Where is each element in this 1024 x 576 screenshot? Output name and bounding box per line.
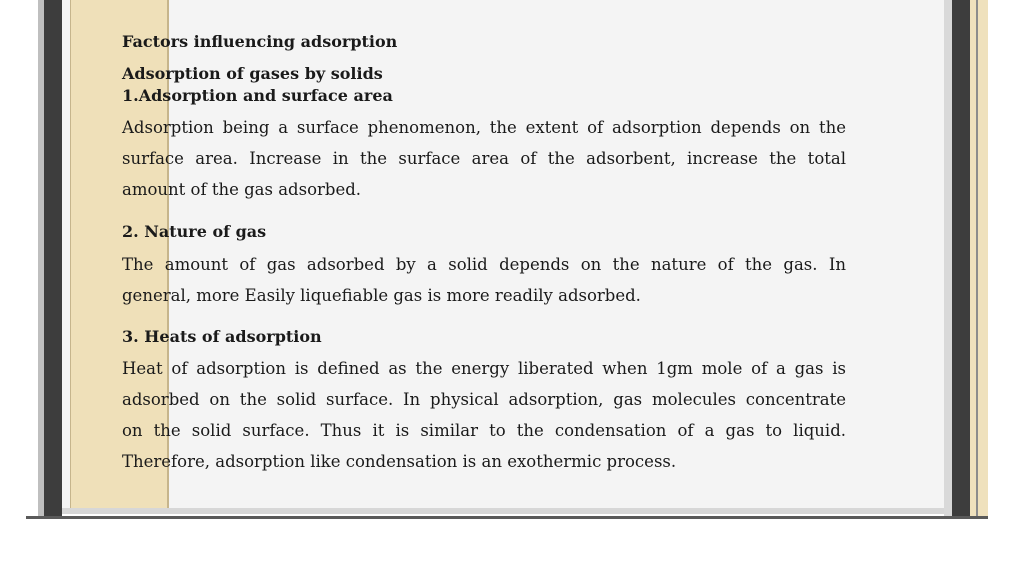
frame-right-edge [944,0,952,518]
bottom-divider [26,516,988,519]
paragraph-line: The amount of gas adsorbed by a solid depends on the nature of the gas. In [122,255,846,274]
adjacent-page-border [976,0,978,518]
frame-right [952,0,970,518]
paragraph-line: general, more Easily liquefiable gas is more readily adsorbed. [122,286,641,305]
paragraph-line: Adsorption being a surface phenomenon, the extent of adsorption depends on the [122,118,846,137]
paragraph-line: adsorbed on the solid surface. In physical adsorption, gas molecules concentrate [122,390,846,409]
frame-left [44,0,62,518]
heading-heats-of-adsorption: 3. Heats of adsorption [122,327,322,346]
paragraph-surface-area [122,112,846,205]
heading-surface-area: 1.Adsorption and surface area [122,86,393,105]
heading-nature-of-gas: 2. Nature of gas [122,222,267,241]
heading-main: Factors influencing adsorption [122,32,398,51]
paragraph-line: surface area. Increase in the surface area of the adsorbent, increase the total [122,149,846,168]
paragraph-nature-of-gas [122,249,846,311]
paragraph-line: Therefore, adsorption like condensation is an exothermic process. [122,452,677,471]
page-bottom-edge [62,508,944,514]
paragraph-line: on the solid surface. Thus it is similar to the condensation of a gas to liquid. [122,421,846,440]
adjacent-page-strip [970,0,988,518]
paragraph-line: Heat of adsorption is defined as the energy liberated when 1gm mole of a gas is [122,359,846,378]
paragraph-heats-of-adsorption [122,353,846,477]
paragraph-line: amount of the gas adsorbed. [122,180,362,199]
heading-sub: Adsorption of gases by solids [122,64,383,83]
